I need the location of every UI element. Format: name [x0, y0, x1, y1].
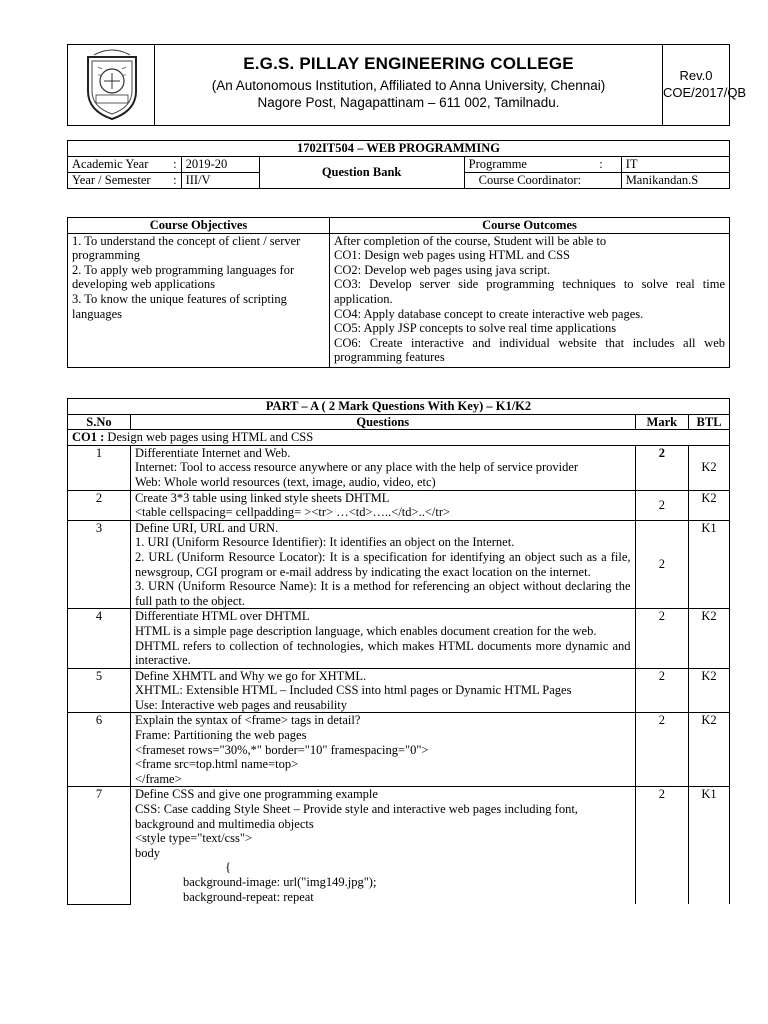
outcome-intro: After completion of the course, Student will be able to [334, 233, 607, 248]
college-title-block [155, 45, 663, 125]
outcomes-header: Course Outcomes [330, 218, 730, 234]
table-row [68, 787, 730, 904]
question-btl: K2 [689, 445, 730, 490]
academic-year-value: 2019-20 [181, 157, 259, 173]
question-mark: 2 [635, 609, 689, 668]
question-btl: K2 [689, 713, 730, 787]
col-header-sno: S.No [68, 414, 131, 430]
question-number: 6 [68, 713, 131, 787]
question-number: 4 [68, 609, 131, 668]
question-number: 3 [68, 520, 131, 609]
question-mark: 2 [635, 490, 689, 520]
question-mark: 2 [635, 713, 689, 787]
question-mark: 2 [635, 445, 689, 490]
question-text: Differentiate Internet and Web. Internet: Tool to access resource anywhere or any place with the help of service provider Web: Whole world resources (text, image, audio, video, etc) [130, 445, 635, 490]
document-code: COE/2017/QB [663, 85, 747, 100]
programme-label: Programme : [464, 157, 621, 173]
question-text: Define URI, URL and URN. 1. URI (Uniform Resource Identifier): It identifies an object on the Internet. 2. URL (Uniform Resource Locator): It is a specification for identifying an object such as a file, newsgroup, CGI program or e-mail address by indicating the exact location on the internet. 3. URN (Uniform Resource Name): It is a method for referencing an object without declaring the full path to the object. [130, 520, 635, 609]
question-number: 5 [68, 668, 131, 713]
question-text: Create 3*3 table using linked style sheets DHTML <table cellspacing= cellpadding= ><tr> …<td>…..</td>..</tr> [130, 490, 635, 520]
college-emblem-icon [80, 47, 144, 123]
objectives-outcomes-table [67, 217, 730, 368]
col-header-btl: BTL [689, 414, 730, 430]
college-address: Nagore Post, Nagapattinam – 611 002, Tamilnadu. [257, 95, 560, 110]
course-info-table [67, 140, 730, 189]
question-btl: K2 [689, 490, 730, 520]
table-row [68, 445, 730, 490]
question-mark: 2 [635, 787, 689, 904]
co1-text: Design web pages using HTML and CSS [104, 430, 314, 445]
question-text: Explain the syntax of <frame> tags in detail? Frame: Partitioning the web pages <frameset rows="30%,*" border="10" framespacing="0"> <frame src=top.html name=top> </frame> [130, 713, 635, 787]
outcome-co1: CO1: Design web pages using HTML and CSS [334, 248, 570, 263]
coordinator-label: Course Coordinator: [464, 173, 621, 189]
part-a-title: PART – A ( 2 Mark Questions With Key) – K1/K2 [68, 399, 730, 415]
question-number: 2 [68, 490, 131, 520]
college-name: E.G.S. PILLAY ENGINEERING COLLEGE [243, 54, 574, 73]
document-type: Question Bank [259, 157, 464, 189]
outcome-co5: CO5: Apply JSP concepts to solve real time applications [334, 321, 617, 336]
programme-value: IT [621, 157, 729, 173]
outcome-co3: CO3: Develop server side programming techniques to solve real time application. [334, 277, 725, 306]
col-header-mark: Mark [635, 414, 689, 430]
question-number: 1 [68, 445, 131, 490]
question-text: Define XHMTL and Why we go for XHTML. XHTML: Extensible HTML – Included CSS into html pages or Dynamic HTML Pages Use: Interactive web pages and reusability [130, 668, 635, 713]
code-line: background-image: url("img149.jpg"); [182, 875, 377, 889]
college-header [67, 44, 747, 126]
revision-block [663, 45, 747, 125]
year-semester-label: Year / Semester : [68, 173, 182, 189]
college-affiliation: (An Autonomous Institution, Affiliated to Anna University, Chennai) [211, 78, 606, 93]
coordinator-value: Manikandan.S [621, 173, 729, 189]
outcome-co2: CO2: Develop web pages using java script. [334, 262, 551, 277]
question-btl: K2 [689, 668, 730, 713]
question-text [130, 787, 635, 904]
col-header-questions: Questions [130, 414, 635, 430]
part-a-table [67, 398, 730, 905]
question-btl: K1 [689, 520, 730, 609]
table-row [68, 609, 730, 668]
objectives-header: Course Objectives [68, 218, 330, 234]
question-text-body: Define CSS and give one programming example CSS: Case cadding Style Sheet – Provide style and interactive web pages including font, background and multimedia objects <style type="text/css"> body [134, 787, 578, 860]
question-btl: K1 [689, 787, 730, 904]
table-row [68, 520, 730, 609]
course-title: 1702IT504 – WEB PROGRAMMING [68, 141, 730, 157]
table-row [68, 490, 730, 520]
outcome-co6: CO6: Create interactive and individual website that includes all web programming features [334, 335, 725, 365]
question-mark: 2 [635, 520, 689, 609]
year-semester-value: III/V [181, 173, 259, 189]
co1-label: CO1 : [72, 430, 105, 445]
revision-number: Rev.0 [679, 68, 713, 83]
table-row [68, 668, 730, 713]
question-text: Differentiate HTML over DHTML HTML is a simple page description language, which enables document creation for the web. DHTML refers to collection of technologies, which makes HTML documents more dynamic and interactive. [130, 609, 635, 668]
code-line: background-repeat: repeat [182, 889, 314, 904]
table-row [68, 713, 730, 787]
logo-cell [68, 45, 155, 125]
question-mark: 2 [635, 668, 689, 713]
objectives-list: 1. To understand the concept of client / server programming 2. To apply web programming languages for developing web applications 3. To know the unique features of scripting languages [68, 233, 330, 367]
code-line: { [224, 860, 231, 875]
outcome-co4: CO4: Apply database concept to create interactive web pages. [334, 306, 644, 321]
question-number: 7 [68, 787, 131, 904]
academic-year-label: Academic Year : [68, 157, 182, 173]
question-btl: K2 [689, 609, 730, 668]
outcomes-list [330, 233, 730, 367]
co1-row [68, 430, 730, 446]
